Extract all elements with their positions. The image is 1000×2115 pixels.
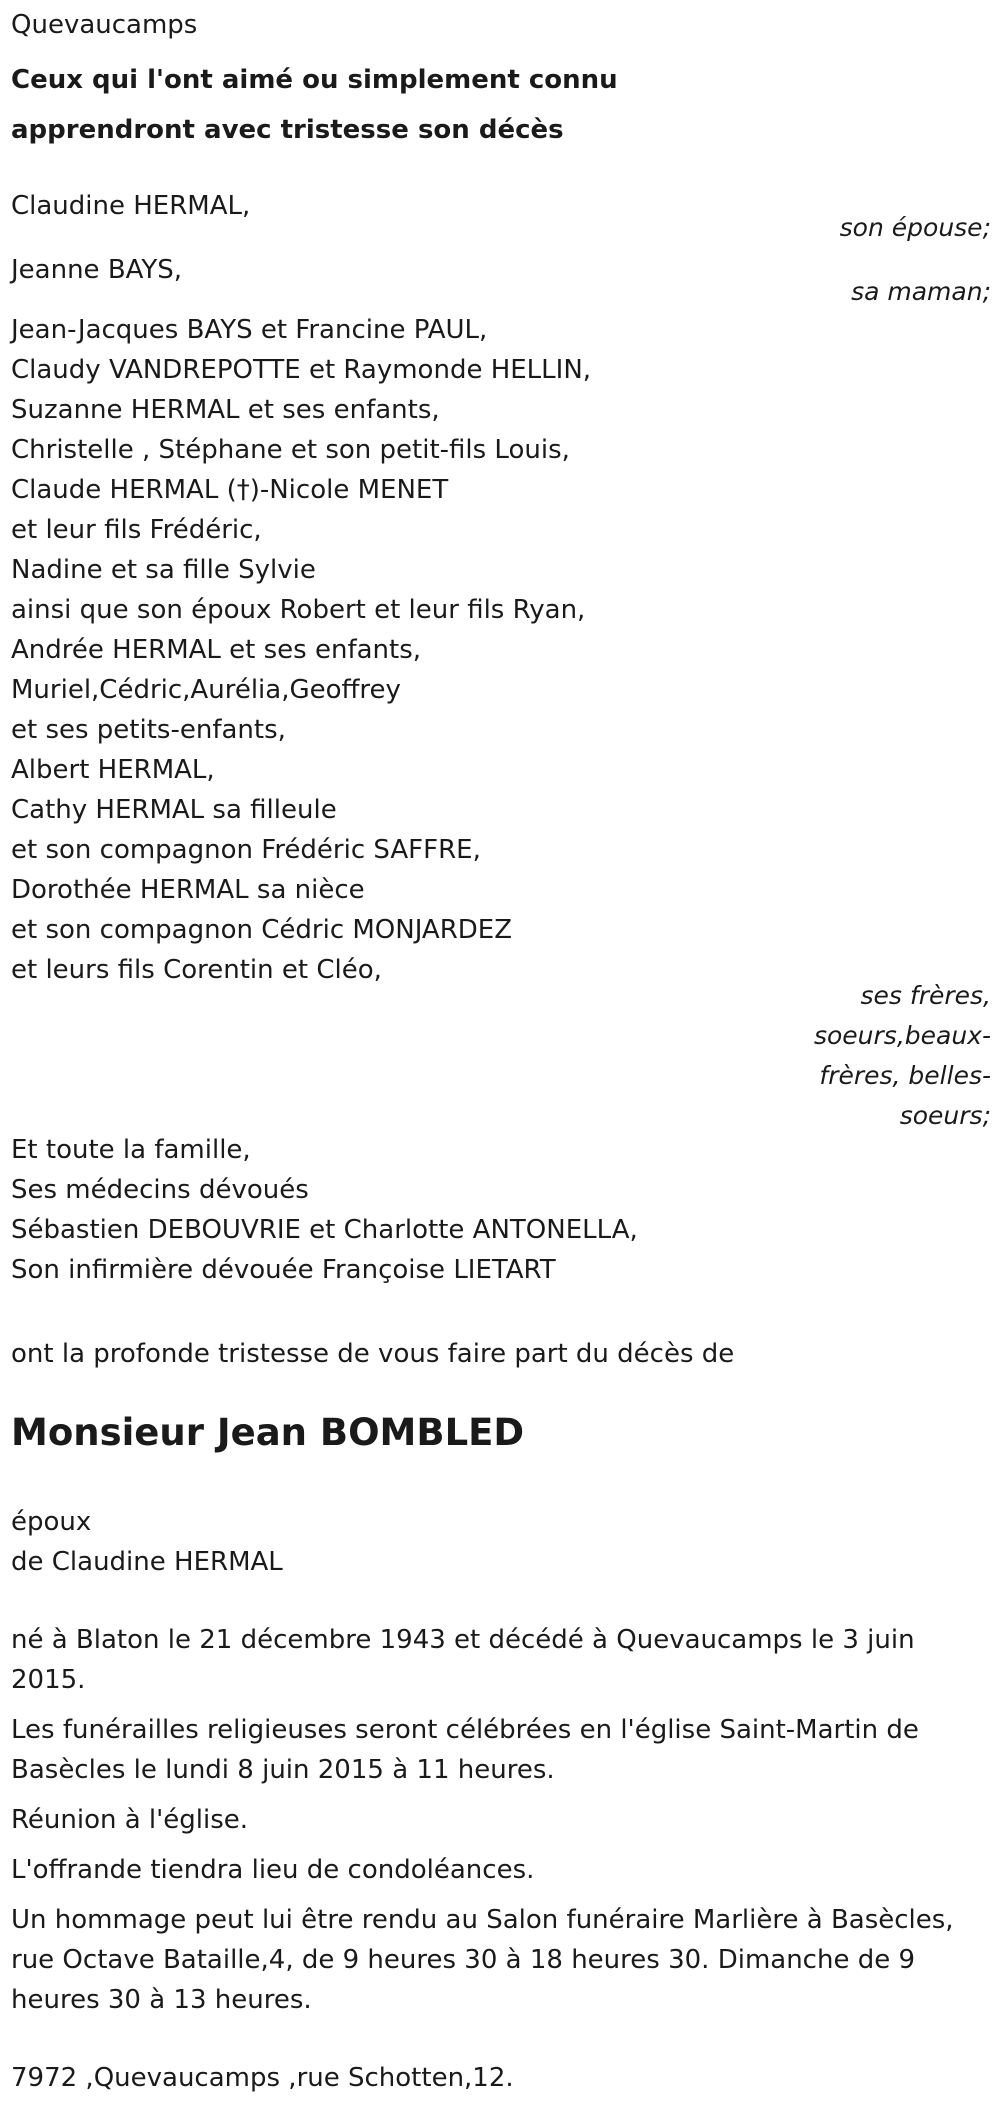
- announcement-text: ont la profonde tristesse de vous faire part du décès de: [11, 1339, 735, 1369]
- family-address: 7972 ,Quevaucamps ,rue Schotten,12.: [11, 2063, 514, 2093]
- relative-name: Andrée HERMAL et ses enfants,: [11, 635, 422, 665]
- tribute-info: Un hommage peut lui être rendu au Salon funéraire Marlière à Basècles, rue Octave Bataille,4, de 9 heures 30 à 18 heures 30. Dimanche de 9 heures 30 à 13 heures.: [11, 1905, 954, 2015]
- relative-group-spouse: [11, 186, 991, 242]
- relative-name: Nadine et sa fille Sylvie: [11, 555, 316, 585]
- spouse-info: [11, 1502, 283, 1582]
- extended-family: [11, 1130, 638, 1290]
- relative-role-line: soeurs,beaux-: [813, 1021, 991, 1050]
- funeral-info: Les funérailles religieuses seront célébrées en l'église Saint-Martin de Basècles le lundi 8 juin 2015 à 11 heures.: [11, 1715, 919, 1785]
- relative-name: et son compagnon Cédric MONJARDEZ: [11, 915, 513, 945]
- relative-name: et leur fils Frédéric,: [11, 515, 262, 545]
- family-line: Sébastien DEBOUVRIE et Charlotte ANTONELLA,: [11, 1215, 638, 1245]
- relative-role: son épouse;: [839, 213, 991, 242]
- relative-name: et ses petits-enfants,: [11, 715, 286, 745]
- relative-name: Dorothée HERMAL sa nièce: [11, 875, 365, 905]
- relative-name: Cathy HERMAL sa filleule: [11, 795, 337, 825]
- relative-name: Suzanne HERMAL et ses enfants,: [11, 395, 440, 425]
- relative-name: et son compagnon Frédéric SAFFRE,: [11, 835, 481, 865]
- relative-names: [11, 310, 991, 990]
- birth-death-info: né à Blaton le 21 décembre 1943 et décédé à Quevaucamps le 3 juin 2015.: [11, 1625, 915, 1695]
- family-line: Ses médecins dévoués: [11, 1175, 309, 1205]
- condolences-info: L'offrande tiendra lieu de condoléances.: [11, 1855, 535, 1885]
- family-line: Et toute la famille,: [11, 1135, 251, 1165]
- relative-name: Christelle , Stéphane et son petit-fils Louis,: [11, 435, 570, 465]
- deceased-name: Monsieur Jean BOMBLED: [11, 1411, 525, 1454]
- relative-name: Claudy VANDREPOTTE et Raymonde HELLIN,: [11, 355, 592, 385]
- relative-name: Albert HERMAL,: [11, 755, 215, 785]
- funeral-details: [11, 1620, 996, 2030]
- relative-role-line: frères, belles-: [819, 1061, 991, 1090]
- gathering-info: Réunion à l'église.: [11, 1805, 249, 1835]
- relative-name: Jeanne BAYS,: [11, 255, 183, 285]
- relative-name: Claude HERMAL (†)-Nicole MENET: [11, 475, 449, 505]
- relative-name: Muriel,Cédric,Aurélia,Geoffrey: [11, 675, 401, 705]
- relative-role: sa maman;: [851, 277, 991, 306]
- family-line: Son infirmière dévouée Françoise LIETART: [11, 1255, 556, 1285]
- spouse-line-2: de Claudine HERMAL: [11, 1547, 283, 1577]
- intro-line-1: Ceux qui l'ont aimé ou simplement connu: [11, 65, 618, 95]
- relative-name: Jean-Jacques BAYS et Francine PAUL,: [11, 315, 488, 345]
- relative-role: [791, 976, 991, 1136]
- relative-name: et leurs fils Corentin et Cléo,: [11, 955, 382, 985]
- relative-name: ainsi que son époux Robert et leur fils Ryan,: [11, 595, 586, 625]
- spouse-line-1: époux: [11, 1507, 92, 1537]
- relative-name: Claudine HERMAL,: [11, 191, 251, 221]
- intro-line-2: apprendront avec tristesse son décès: [11, 115, 564, 145]
- relative-role-line: ses frères,: [860, 981, 991, 1010]
- relative-role-line: soeurs;: [899, 1101, 991, 1130]
- relative-group-mother: [11, 250, 991, 306]
- intro-text: [11, 55, 618, 155]
- relative-group-siblings: [11, 310, 991, 1130]
- city-heading: Quevaucamps: [11, 10, 198, 40]
